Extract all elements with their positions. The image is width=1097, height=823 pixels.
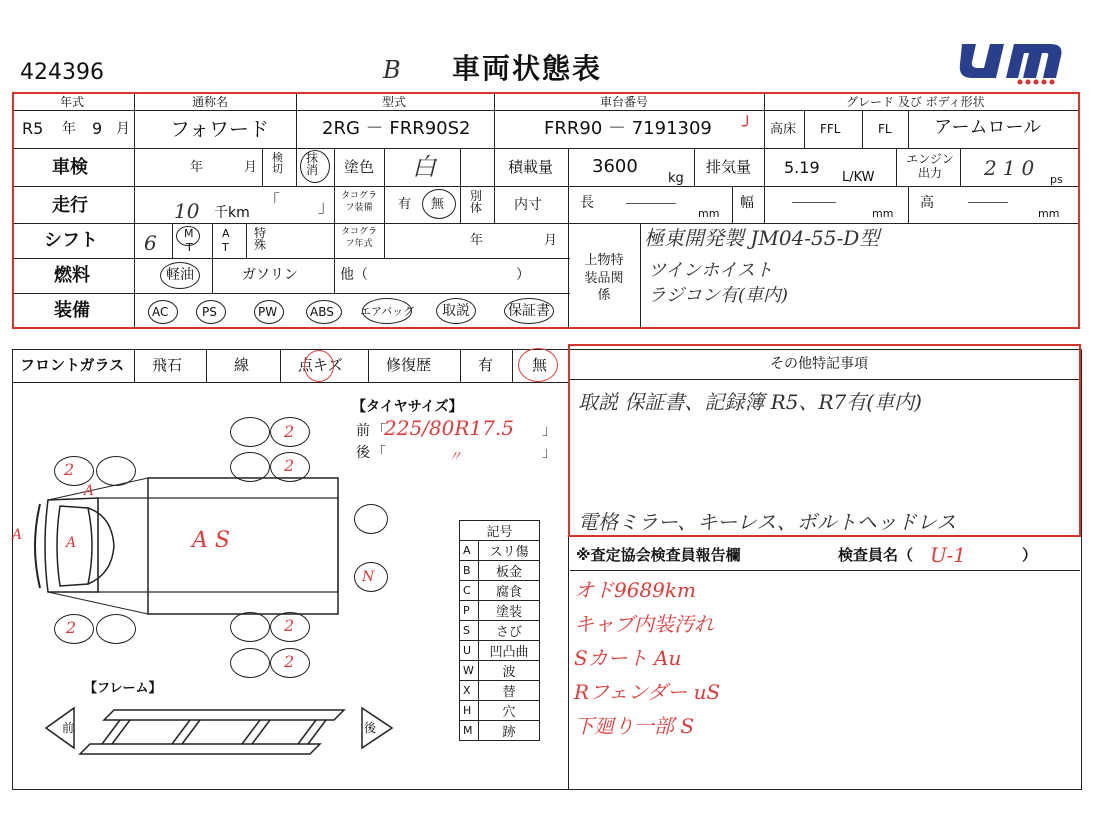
year-unit: 年 (62, 121, 76, 137)
company-logo (958, 38, 1066, 86)
spare-tyre-mark: N (362, 569, 375, 585)
report-line: 下廻り一部 S (574, 714, 695, 738)
upper-line-1: 極東開発製 JM04-55-D型 (644, 226, 880, 250)
chassis-check-mark: ╯ (742, 116, 753, 137)
label-inspection: 車検 (52, 157, 88, 178)
mileage-unit: 千km (214, 205, 250, 221)
other-notes-box (568, 344, 1081, 537)
code-key: M (460, 721, 479, 741)
tacho-yes: 有 (398, 197, 412, 212)
eq-airbag: エアバッグ (360, 305, 415, 318)
code-meaning: さび (479, 621, 540, 641)
upper-line-3: ラジコン有(車内) (648, 285, 789, 306)
code-key: A (460, 541, 479, 561)
label-front-glass: フロントガラス (20, 356, 125, 374)
tyre-rear-left-inner (230, 452, 270, 482)
tyre-rear-left-outer (230, 417, 270, 447)
report-line: Sカート Au (574, 646, 682, 670)
length-unit: mm (698, 207, 720, 220)
label-inner-dim: 内寸 (514, 197, 542, 213)
label-tachograph: タコグラフ装備 (340, 191, 377, 213)
tyre-rear-right-outer (230, 648, 270, 678)
code-meaning: スリ傷 (479, 541, 540, 561)
codes-header: 記号 (460, 521, 540, 541)
label-paint: 塗色 (344, 158, 375, 176)
upper-line-2: ツインホイスト (648, 260, 773, 281)
tire-front-size: 225/80R17.5 (384, 416, 514, 440)
code-row (460, 701, 540, 721)
inspector-close: ） (1022, 546, 1038, 564)
code-row (460, 641, 540, 661)
frame-front: 前 (62, 721, 75, 735)
shift-value: 6 (144, 231, 157, 255)
code-meaning: 穴 (479, 701, 540, 721)
tyre-mark-4: 2 (66, 618, 77, 637)
label-shift-special: 特殊 (254, 226, 267, 252)
eq-pw: PW (258, 305, 278, 319)
label-erase: 抹消 (306, 151, 319, 177)
label-shift: シフト (44, 230, 98, 251)
tire-front-bracket-open: 「 (372, 423, 386, 439)
label-engine-output: エンジン出力 (906, 152, 954, 181)
code-key: S (460, 621, 479, 641)
cab-mark-a1: A (84, 483, 95, 499)
report-line: キャブ内装汚れ (574, 612, 714, 636)
code-row (460, 681, 540, 701)
load-unit: kg (668, 171, 684, 186)
inspector-name: U-1 (930, 543, 966, 567)
shift-a: A (222, 227, 230, 240)
tacho-month-unit: 月 (544, 233, 558, 248)
damage-codes-legend (459, 520, 540, 741)
label-model: 型式 (382, 95, 407, 109)
repair-no-red-circle (518, 348, 558, 382)
inspector-report-lines (574, 580, 874, 750)
code-key: C (460, 581, 479, 601)
code-row (460, 601, 540, 621)
grade-roof: 高床 (770, 122, 797, 137)
code-row (460, 661, 540, 681)
mileage-bracket-close: 」 (318, 197, 335, 216)
chassis-number: FRR90 － 7191309 (544, 118, 712, 139)
report-line: Rフェンダー uS (574, 680, 721, 704)
label-inspection-cut: 検切 (272, 151, 283, 175)
code-meaning: 腐食 (479, 581, 540, 601)
label-displacement: 排気量 (706, 158, 752, 176)
label-frame: 【フレーム】 (84, 681, 162, 696)
label-tire-front: 前 (356, 423, 370, 439)
glass-spot-scratch: 点キズ (298, 356, 343, 374)
label-grade-body: グレード 及び ボディ形状 (846, 95, 985, 109)
label-tire-size: 【タイヤサイズ】 (352, 399, 463, 415)
glass-chip: 飛石 (152, 356, 183, 374)
code-key: P (460, 601, 479, 621)
document-id: 424396 (20, 60, 104, 85)
load-value: 3600 (592, 156, 638, 177)
label-length: 長 (580, 195, 594, 211)
label-width: 幅 (740, 195, 754, 211)
fuel-gasoline: ガソリン (242, 267, 298, 283)
vehicle-name: フォワード (170, 117, 269, 141)
tyre-front-left-2 (96, 456, 136, 486)
tire-front-bracket-close: 」 (542, 423, 556, 439)
repair-yes: 有 (478, 356, 494, 374)
label-year: 年式 (60, 95, 85, 109)
tyre-rear-right-inner (230, 612, 270, 642)
tyre-mark-3: 2 (64, 460, 75, 479)
code-meaning: 凹凸曲 (479, 641, 540, 661)
fuel-other: 他（ (340, 267, 368, 283)
tyre-front-right-2 (96, 614, 136, 644)
notes-line-2: 電格ミラー、キーレス、ボルトヘッドレス (578, 510, 957, 534)
repair-no: 無 (532, 356, 548, 374)
code-meaning: 塗装 (479, 601, 540, 621)
tire-rear-size: 〃 (448, 449, 462, 465)
output-unit: ps (1050, 173, 1063, 186)
shift-m: M (184, 227, 194, 240)
cab-mark-a2: A (66, 535, 77, 551)
year-era: R5 (22, 119, 44, 138)
cab-mark-a3: A (12, 527, 23, 543)
label-separate: 別体 (470, 189, 483, 215)
code-key: X (460, 681, 479, 701)
displacement-value: 5.19 (784, 158, 820, 177)
notes-line-1: 取説 保証書、記録簿 R5、R7有(車内) (578, 390, 922, 414)
label-equipment: 装備 (54, 300, 90, 321)
height-unit: mm (1038, 207, 1060, 220)
fuel-other-close: ） (516, 267, 530, 283)
fuel-light-oil: 軽油 (166, 267, 194, 283)
label-load: 積載量 (508, 158, 554, 176)
code-row (460, 721, 540, 741)
tyre-mark-5: 2 (284, 616, 295, 635)
width-unit: mm (872, 207, 894, 220)
frame-rear: 後 (364, 721, 377, 735)
label-tachograph-year: タコグラフ年式 (340, 227, 377, 249)
tyre-mark-1: 2 (284, 422, 295, 441)
engine-output-value: 210 (984, 156, 1041, 180)
grade-fl: FL (878, 122, 892, 136)
tacho-year-unit: 年 (470, 233, 484, 248)
tyre-mark-2: 2 (284, 456, 295, 475)
label-repair-history: 修復歴 (386, 356, 432, 374)
code-key: H (460, 701, 479, 721)
mileage-value: 10 (174, 199, 200, 223)
spot-scratch-red-circle (304, 350, 334, 382)
label-mileage: 走行 (52, 195, 88, 216)
code-row (460, 621, 540, 641)
label-inspector-report: ※査定協会検査員報告欄 (576, 546, 741, 564)
label-upper-equipment: 上物特装品関係 (584, 253, 624, 304)
inspection-month-unit: 月 (244, 160, 258, 175)
label-tire-rear: 後 (356, 445, 370, 461)
tyre-mark-6: 2 (284, 652, 295, 671)
label-name: 通称名 (192, 95, 229, 109)
month-unit: 月 (116, 121, 130, 137)
inspection-year-unit: 年 (190, 160, 204, 175)
tire-rear-bracket-close: 」 (542, 445, 556, 461)
bed-damage-mark: A S (192, 528, 230, 553)
tire-rear-bracket-open: 「 (372, 445, 386, 461)
eq-manual: 取説 (442, 303, 470, 319)
label-other-notes: その他特記事項 (770, 356, 868, 372)
glass-line: 線 (234, 356, 250, 374)
eq-abs: ABS (310, 305, 334, 319)
report-line: オド9689km (574, 578, 696, 602)
mileage-bracket-open: 「 (264, 191, 281, 210)
code-key: B (460, 561, 479, 581)
code-row (460, 541, 540, 561)
page-title: 車両状態表 (452, 52, 603, 85)
label-inspector-name: 検査員名（ (838, 546, 914, 564)
shift-at: T (222, 241, 229, 254)
label-height: 高 (920, 195, 934, 211)
code-key: W (460, 661, 479, 681)
vehicle-model: 2RG － FRR90S2 (322, 118, 471, 139)
shift-t: T (186, 241, 193, 254)
code-key: U (460, 641, 479, 661)
code-row (460, 561, 540, 581)
code-meaning: 板金 (479, 561, 540, 581)
code-meaning: 波 (479, 661, 540, 681)
code-row (460, 581, 540, 601)
frame-diagram (44, 700, 394, 760)
eq-ac: AC (152, 305, 169, 319)
label-fuel: 燃料 (54, 265, 90, 286)
code-meaning: 跡 (479, 721, 540, 741)
grade-mark: B (383, 56, 401, 84)
label-chassis: 車台番号 (600, 95, 649, 109)
body-type: アームロール (934, 117, 1042, 138)
paint-color: 白 (412, 153, 436, 181)
grade-ffl: FFL (820, 122, 841, 136)
displacement-unit: L/KW (842, 170, 875, 185)
year-month: 9 (92, 119, 103, 138)
eq-warranty: 保証書 (508, 303, 550, 319)
tacho-no: 無 (431, 197, 445, 212)
eq-ps: PS (202, 305, 217, 319)
code-meaning: 替 (479, 681, 540, 701)
spare-tyre-1 (354, 504, 388, 534)
